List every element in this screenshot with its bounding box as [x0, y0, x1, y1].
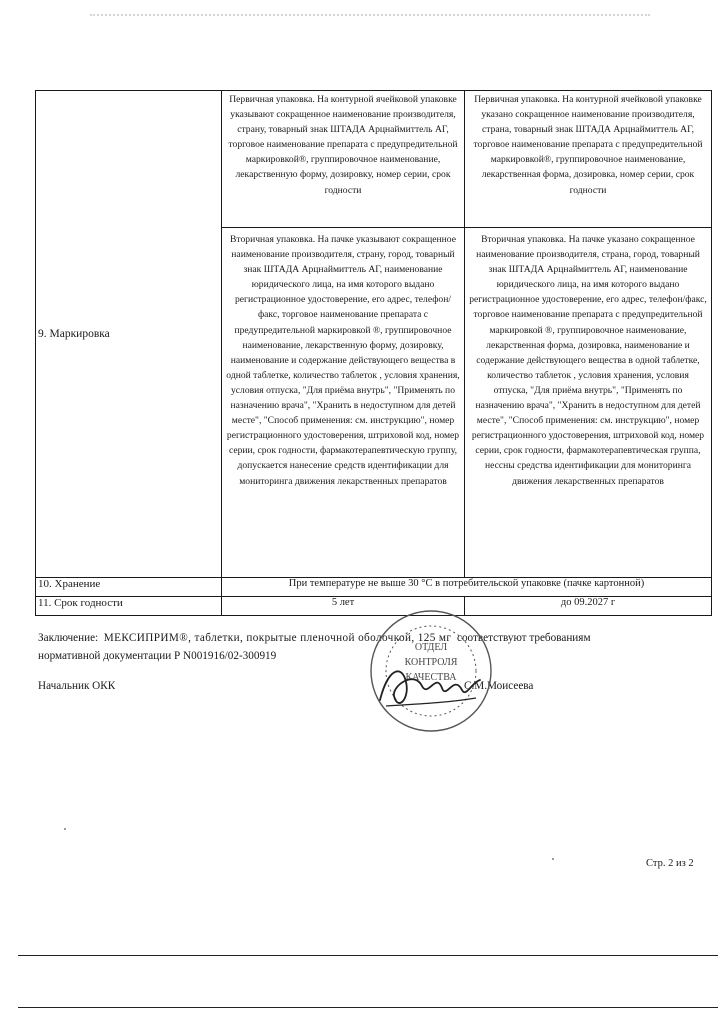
table-row-storage: [36, 578, 712, 597]
scan-speck: [64, 828, 66, 830]
footer-rule-bottom: [18, 1007, 718, 1008]
cell-storage-value: При температуре не выше 30 °С в потребительской упаковке (пачке картонной): [222, 578, 712, 597]
signature-name: С.М.Моисеева: [464, 680, 534, 692]
footer-rule-top: [18, 955, 718, 956]
table-row-marking-primary: [36, 91, 712, 228]
quality-control-stamp: [368, 608, 494, 734]
cell-shelf-life-actual: до 09.2027 г: [465, 597, 712, 616]
row-label-shelf-life: 11. Срок годности: [36, 597, 222, 616]
signature-title: Начальник ОКК: [38, 680, 116, 692]
signature-underline: [386, 698, 476, 706]
row-label-marking: 9. Маркировка: [36, 91, 222, 578]
row-label-storage: 10. Хранение: [36, 578, 222, 597]
scan-artifact: [90, 14, 650, 22]
conclusion-product: МЕКСИПРИМ®, таблетки, покрытые пленочной оболочкой, 125 мг: [103, 632, 452, 644]
specification-table: [35, 90, 712, 616]
signature-block: [38, 680, 598, 692]
scan-speck: [552, 858, 554, 860]
conclusion-prefix: Заключение:: [38, 632, 99, 644]
stamp-line1: ОТДЕЛ: [414, 642, 448, 653]
stamp-line3: КАЧЕСТВА: [405, 672, 457, 683]
stamp-line2: КОНТРОЛЯ: [404, 657, 458, 668]
page-number: Стр. 2 из 2: [646, 858, 694, 869]
conclusion-line2: нормативной документации Р N001916/02-300919: [38, 650, 277, 662]
cell-shelf-life-required: 5 лет: [222, 597, 465, 616]
cell-primary-actual: Первичная упаковка. На контурной ячейковой упаковке указано сокращенное наименование производителя, страна, товарный знак ШТАДА Арцнаймиттель АГ, торговое наименование препарата с предупредительной маркировкой®, группировочное наименование, лекарственная форма, дозировка, номер серии, срок годности: [465, 91, 712, 228]
stamp-outer-ring: [371, 611, 491, 731]
cell-primary-required: Первичная упаковка. На контурной ячейковой упаковке указывают сокращенное наименование производителя, страну, товарный знак ШТАДА Арцнаймиттель АГ, торговое наименование препарата с предупредительной маркировкой®, группировочное наименование, лекарственную форму, дозировку, номер серии, срок годности: [222, 91, 465, 228]
cell-secondary-required: Вторичная упаковка. На пачке указывают сокращенное наименование производителя, страну, город, товарный знак ШТАДА Арцнаймиттель АГ, наименование юридического лица, на имя которого выдано регистрационное удостоверение, его адрес, телефон/факс, торговое наименование препарата с предупредительной маркировкой ®, группировочное наименование, лекарственную форму, дозировку, наименование и содержание действующего вещества в одной таблетке, количество таблеток , условия хранения, условия отпуска, "Для приёма внутрь", "Применять по назначению врача", "Хранить в недоступном для детей месте", "Способ применения: см. инструкцию", номер регистрационного удостоверения, штриховой код, номер серии, срок годности, фармакотерапевтическую группу, допускается нанесение средств идентификации для мониторинга движения лекарственных препаратов: [222, 228, 465, 578]
cell-secondary-actual: Вторичная упаковка. На пачке указано сокращенное наименование производителя, страна, город, товарный знак ШТАДА Арцнаймиттель АГ, наименование юридического лица, на имя которого выдано регистрационное удостоверение, его адрес, телефон/факс, торговое наименование препарата с предупредительной маркировкой ®, группировочное наименование, лекарственная форма, дозировка, наименование и содержание действующего вещества в одной таблетке, количество таблеток , условия хранения, условия отпуска, "Для приёма внутрь", "Применять по назначению врача", "Хранить в недоступном для детей месте", "Способ применения: см. инструкцию", номер регистрационного удостоверения, штриховой код, номер серии, срок годности, фармакотерапевтическая группа, нессны средства идентификации для мониторинга движения лекарственных препаратов: [465, 228, 712, 578]
conclusion-suffix: соответствуют требованиям: [457, 632, 591, 644]
